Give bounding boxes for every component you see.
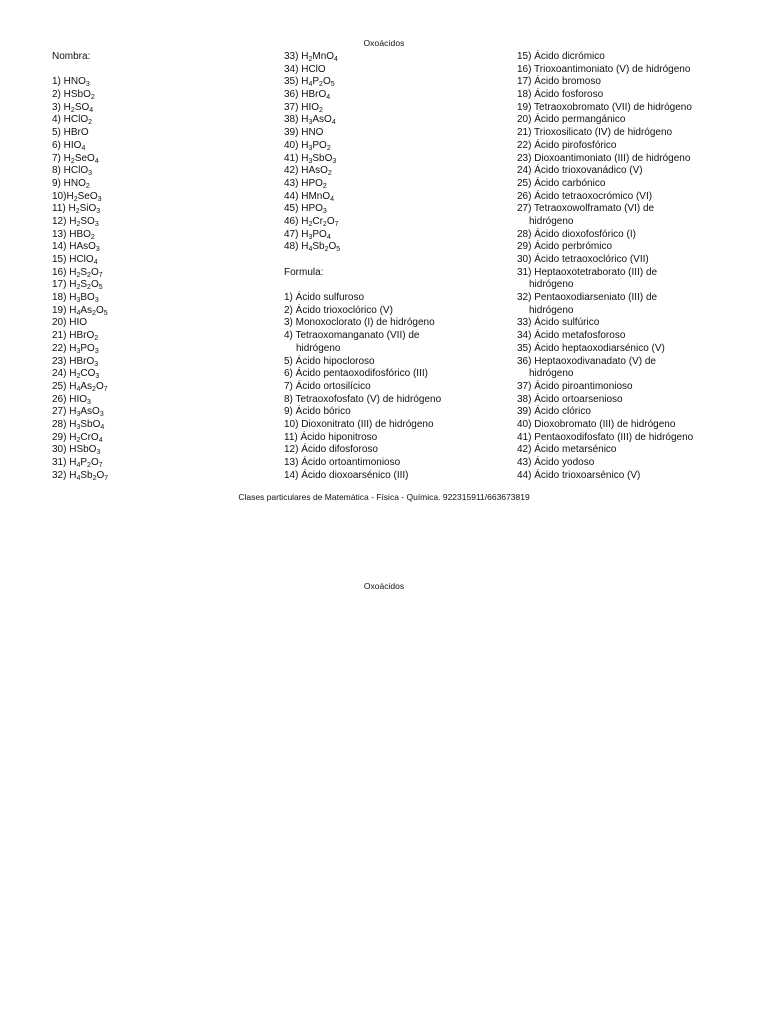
list-item: 19) $H_4As_2O_5$ [52,304,108,317]
list-item: 22) Ácido pirofosfórico [517,139,617,151]
list-item: 12) $H_2SO_3$ [52,215,99,228]
list-item: 4) Tetraoxomanganato (VII) de [284,330,420,342]
list-item: 15) Ácido dicrómico [517,51,605,62]
list-item: 16) Trioxoantimoniato (V) de hidrógeno [517,63,691,75]
list-item: 20) HIO [52,317,88,329]
list-item: 29) $H_2CrO_4$ [52,431,103,444]
list-item: 5) HBrO [52,127,89,139]
list-item: 34) Ácido metafosforoso [517,330,626,342]
list-item: 12) Ácido difosforoso [284,444,378,456]
list-item: 21) Trioxosilicato (IV) de hidrógeno [517,127,673,139]
list-item: 24) $H_2CO_3$ [52,368,100,381]
list-item: 14) Ácido dioxoarsénico (III) [284,469,409,481]
list-item: 18) Ácido fosforoso [517,89,604,101]
list-item: 22) $H_3PO_3$ [52,342,99,355]
column-nombra [52,51,272,482]
list-item: 44) Ácido trioxoarsénico (V) [517,469,641,481]
list-item: 37) $HIO_2$ [284,101,323,114]
list-item: 34) HClO [284,63,326,75]
list-item: 47) $H_3PO_4$ [284,228,331,241]
blank-line [284,279,506,292]
list-item: 42) HAsO$_2$ [284,165,332,178]
list-item: 32) $H_4Sb_2O_7$ [52,469,109,482]
list-item: 6) Ácido pentaoxodifosfórico (III) [284,368,428,380]
list-item: 31) $H_4P_2O_7$ [52,457,103,469]
list-item: 33) $H_2MnO_4$ [284,51,338,63]
list-item: 38) $H_3AsO_4$ [284,114,336,127]
list-item: 8) HClO$_3$ [52,165,93,178]
list-item: 48) $H_4Sb_2O_5$ [284,241,341,254]
list-item: 30) HSbO$_3$ [52,444,101,457]
list-item: 35) $H_4P_2O_5$ [284,76,335,89]
list-item: 35) Ácido heptaoxodiarsénico (V) [517,342,665,354]
blank-line [284,254,506,267]
blank-line [52,64,272,77]
section-heading: Nombra: [52,51,91,62]
list-item: 39) Ácido clórico [517,406,591,418]
list-item: 28) Ácido dioxofosfórico (I) [517,228,636,240]
list-item: 7) $H_2SeO_4$ [52,152,99,165]
list-item: 38) Ácido ortoarsenioso [517,393,623,405]
list-item: 23) Dioxoantimoniato (III) de hidrógeno [517,152,691,164]
list-item: 11) Ácido hiponitroso [284,431,378,443]
list-item: 14) HAsO$_3$ [52,241,100,254]
list-item-continuation: hidrógeno [529,215,574,227]
list-item: 40) $H_3PO_2$ [284,139,331,152]
list-item: 2) HSbO$_2$ [52,89,95,102]
page-title: Oxoácidos [363,38,405,48]
list-item: 25) $H_4As_2O_7$ [52,380,108,393]
list-item: 32) Pentaoxodiarseniato (III) de [517,292,658,304]
list-item: 44) HMnO$_4$ [284,190,335,203]
list-item: 31) Heptaoxotetraborato (III) de [517,266,658,278]
list-item: 13) $HBO_2$ [52,228,95,241]
list-item: 27) Tetraoxowolframato (VI) de [517,203,655,215]
list-item-continuation: hidrógeno [529,304,574,316]
list-item: 33) Ácido sulfúrico [517,317,600,329]
list-item: 20) Ácido permangánico [517,114,626,126]
list-item: 26) Ácido tetraoxocrómico (VI) [517,190,653,202]
list-item: 9) Ácido bórico [284,406,351,418]
section-heading: Formula: [284,266,324,278]
list-item: 17) Ácido bromoso [517,76,601,88]
list-item: 23) HBrO$_3$ [52,355,99,368]
list-item: $10)H_2SeO_3$ [52,190,102,203]
list-item: 24) Ácido trioxovanádico (V) [517,165,643,177]
list-item: 41) Pentaoxodifosfato (III) de hidrógeno [517,431,694,443]
list-item: 26) $HIO_3$ [52,393,91,406]
list-item: 6) $HIO_4$ [52,139,86,152]
list-item: 42) Ácido metarsénico [517,444,617,456]
list-item: 16) $H_2S_2O_7$ [52,266,103,279]
column-middle [284,51,506,482]
list-item: 18) $H_3BO_3$ [52,292,99,305]
list-item: 1) Ácido sulfuroso [284,292,365,304]
list-item: 25) Ácido carbónico [517,177,606,189]
list-item-continuation: hidrógeno [529,368,574,380]
list-item: 36) HBrO$_4$ [284,89,331,102]
list-item: 5) Ácido hipocloroso [284,355,375,367]
list-item-continuation: hidrógeno [296,342,341,354]
list-item: 41) $H_3SbO_3$ [284,152,337,165]
list-item: 30) Ácido tetraoxoclórico (VII) [517,254,649,265]
list-item: 46) $H_2Cr_2O_7$ [284,215,339,228]
list-item: 4) HClO$_2$ [52,114,93,127]
list-item: 17) $H_2S_2O_5$ [52,279,103,292]
list-item: 1) $HNO_3$ [52,76,90,89]
list-item: 15) HClO$_4$ [52,254,98,266]
footer-contact: Clases particulares de Matemática - Física - Química. 922315911/663673819 [238,492,530,502]
list-item: 11) $H_2SiO_3$ [52,203,101,216]
list-item: 27) $H_3AsO_3$ [52,406,104,419]
list-item: 7) Ácido ortosilícico [284,380,371,392]
list-item: 19) Tetraoxobromato (VII) de hidrógeno [517,101,692,113]
list-item-continuation: hidrógeno [529,279,574,291]
list-item: 43) $HPO_2$ [284,177,327,190]
list-item: 9) $HNO_2$ [52,177,90,190]
list-item: 36) Heptaoxodivanadato (V) de [517,355,656,367]
list-item: 3) Monoxoclorato (I) de hidrógeno [284,317,435,329]
list-item: 40) Dioxobromato (III) de hidrógeno [517,418,676,430]
list-item: 21) HBrO$_2$ [52,330,99,343]
page-title-2: Oxoácidos [363,581,405,591]
list-item: 8) Tetraoxofosfato (V) de hidrógeno [284,393,442,405]
list-item: 37) Ácido piroantimonioso [517,380,633,392]
list-item: 3) $H_2SO_4$ [52,101,94,114]
list-item: 39) HNO [284,127,324,139]
list-item: 45) $HPO_3$ [284,203,327,216]
list-item: 29) Ácido perbrómico [517,241,613,253]
column-right [517,51,727,482]
list-item: 28) $H_3SbO_4$ [52,418,105,431]
list-item: 2) Ácido trioxoclórico (V) [284,304,393,316]
list-item: 10) Dioxonitrato (III) de hidrógeno [284,418,434,430]
list-item: 13) Ácido ortoantimonioso [284,457,401,468]
list-item: 43) Ácido yodoso [517,457,595,468]
